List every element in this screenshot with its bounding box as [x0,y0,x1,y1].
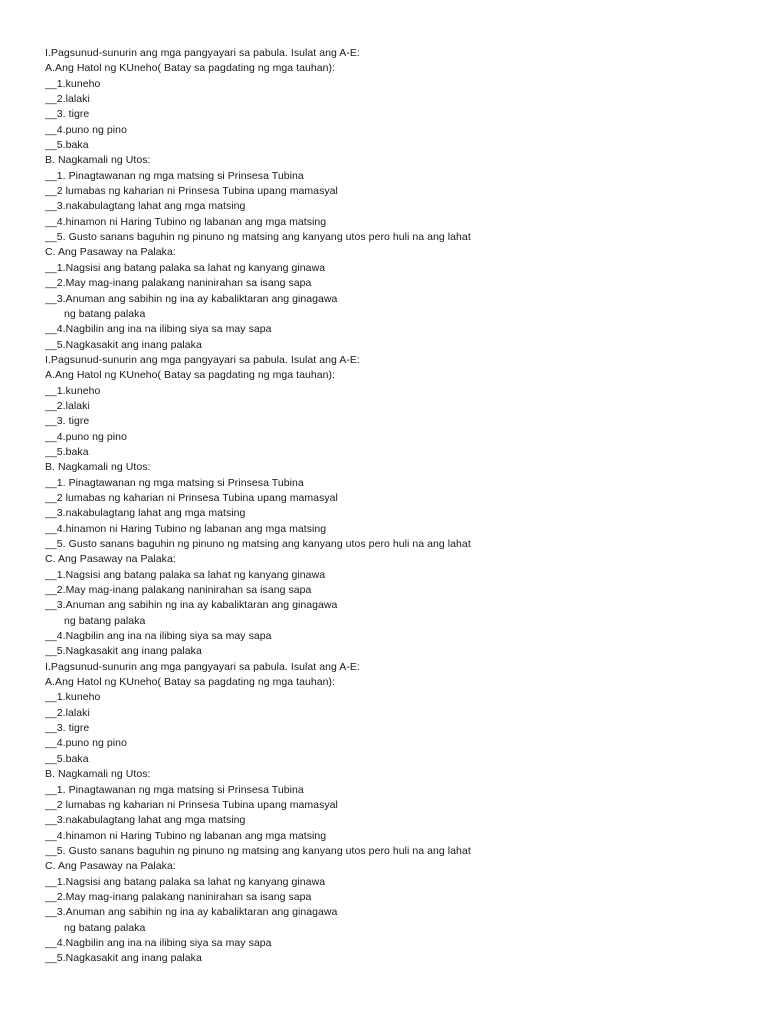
answer-item: __5.Nagkasakit ang inang palaka [45,338,202,351]
answer-item: __3.nakabulagtang lahat ang mga matsing [45,814,246,827]
answer-item: __3.Anuman ang sabihin ng ina ay kabaliktaran ang ginagawa [45,292,338,305]
answer-item: __2.May mag-inang palakang naninirahan sa isang sapa [45,277,312,290]
section-heading: A.Ang Hatol ng KUneho( Batay sa pagdating ng mga tauhan): [45,369,336,382]
section-heading: A.Ang Hatol ng KUneho( Batay sa pagdating ng mga tauhan): [45,676,336,689]
worksheet-instruction: I.Pagsunud-sunurin ang mga pangyayari sa pabula. Isulat ang A-E: [45,353,360,366]
answer-item: __5.Nagkasakit ang inang palaka [45,952,202,965]
answer-item: __4.puno ng pino [45,430,127,443]
answer-item: __2 lumabas ng kaharian ni Prinsesa Tubina upang mamasyal [45,185,338,198]
section-heading: C. Ang Pasaway na Palaka: [45,860,176,873]
answer-item: __1. Pinagtawanan ng mga matsing si Prinsesa Tubina [45,169,304,182]
answer-item-continuation: ng batang palaka [64,614,146,627]
answer-item: __1.kuneho [45,384,101,397]
answer-item: __4.Nagbilin ang ina na ilibing siya sa may sapa [45,630,272,643]
worksheet-page [45,46,745,967]
answer-item: __4.Nagbilin ang ina na ilibing siya sa may sapa [45,936,272,949]
answer-item: __3.Anuman ang sabihin ng ina ay kabaliktaran ang ginagawa [45,599,338,612]
answer-item: __5. Gusto sanans baguhin ng pinuno ng matsing ang kanyang utos pero huli na ang lahat [45,844,471,857]
answer-item: __1.kuneho [45,77,101,90]
worksheet-body [45,46,745,967]
section-heading: B. Nagkamali ng Utos: [45,768,151,781]
answer-item: __5.baka [45,445,89,458]
answer-item: __2 lumabas ng kaharian ni Prinsesa Tubina upang mamasyal [45,491,338,504]
answer-item: __2 lumabas ng kaharian ni Prinsesa Tubina upang mamasyal [45,798,338,811]
answer-item: __1.Nagsisi ang batang palaka sa lahat ng kanyang ginawa [45,875,326,888]
section-heading: C. Ang Pasaway na Palaka: [45,246,176,259]
answer-item: __1. Pinagtawanan ng mga matsing si Prinsesa Tubina [45,476,304,489]
answer-item-continuation: ng batang palaka [64,307,146,320]
answer-item: __4.puno ng pino [45,737,127,750]
answer-item: __1. Pinagtawanan ng mga matsing si Prinsesa Tubina [45,783,304,796]
section-heading: B. Nagkamali ng Utos: [45,154,151,167]
answer-item: __3. tigre [45,722,90,735]
answer-item: __4.hinamon ni Haring Tubino ng labanan ang mga matsing [45,215,327,228]
answer-item: __3.Anuman ang sabihin ng ina ay kabaliktaran ang ginagawa [45,906,338,919]
answer-item: __5.baka [45,139,89,152]
answer-item: __3. tigre [45,415,90,428]
section-heading: C. Ang Pasaway na Palaka: [45,553,176,566]
section-heading: A.Ang Hatol ng KUneho( Batay sa pagdating ng mga tauhan): [45,62,336,75]
answer-item: __4.Nagbilin ang ina na ilibing siya sa may sapa [45,323,272,336]
worksheet-block [45,46,745,353]
worksheet-block [45,353,745,660]
answer-item: __5.Nagkasakit ang inang palaka [45,645,202,658]
worksheet-instruction: I.Pagsunud-sunurin ang mga pangyayari sa pabula. Isulat ang A-E: [45,660,360,673]
answer-item: __1.kuneho [45,691,101,704]
answer-item: __4.hinamon ni Haring Tubino ng labanan ang mga matsing [45,522,327,535]
answer-item: __1.Nagsisi ang batang palaka sa lahat ng kanyang ginawa [45,261,326,274]
answer-item: __2.May mag-inang palakang naninirahan sa isang sapa [45,584,312,597]
answer-item: __2.lalaki [45,706,90,719]
answer-item: __2.May mag-inang palakang naninirahan sa isang sapa [45,890,312,903]
answer-item: __2.lalaki [45,93,90,106]
answer-item: __3. tigre [45,108,90,121]
answer-item: __4.hinamon ni Haring Tubino ng labanan ang mga matsing [45,829,327,842]
answer-item-continuation: ng batang palaka [64,921,146,934]
answer-item: __3.nakabulagtang lahat ang mga matsing [45,507,246,520]
worksheet-instruction: I.Pagsunud-sunurin ang mga pangyayari sa pabula. Isulat ang A-E: [45,47,360,59]
answer-item: __1.Nagsisi ang batang palaka sa lahat ng kanyang ginawa [45,568,326,581]
answer-item: __5. Gusto sanans baguhin ng pinuno ng matsing ang kanyang utos pero huli na ang lahat [45,231,471,244]
answer-item: __4.puno ng pino [45,123,127,136]
answer-item: __2.lalaki [45,399,90,412]
answer-item: __5. Gusto sanans baguhin ng pinuno ng matsing ang kanyang utos pero huli na ang lahat [45,538,471,550]
answer-item: __3.nakabulagtang lahat ang mga matsing [45,200,246,213]
answer-item: __5.baka [45,752,89,765]
worksheet-block [45,660,745,967]
section-heading: B. Nagkamali ng Utos: [45,461,151,474]
